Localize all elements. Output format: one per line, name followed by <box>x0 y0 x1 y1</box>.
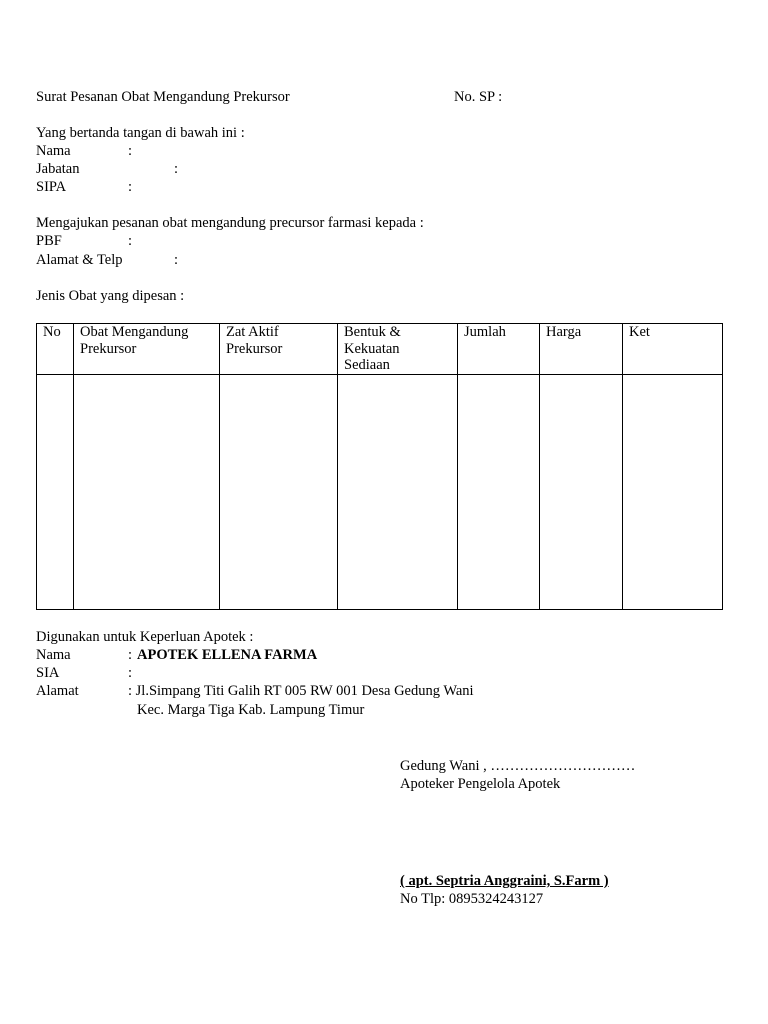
col-header-harga-text: Harga <box>546 324 582 340</box>
sp-number-label: No. SP : <box>454 89 503 105</box>
cell-bentuk[interactable] <box>338 375 458 610</box>
signer-intro: Yang bertanda tangan di bawah ini : <box>36 125 245 141</box>
col-header-zat-aktif-text: Zat Aktif Prekursor <box>226 324 283 357</box>
pbf-colon: : <box>128 233 133 249</box>
col-header-obat <box>74 324 220 375</box>
col-header-bentuk-text: Bentuk & Kekuatan Sediaan <box>344 324 401 373</box>
sipa-colon: : <box>128 179 133 195</box>
order-table <box>36 323 723 610</box>
place-date: Gedung Wani , ………………………… <box>400 758 636 774</box>
col-header-ket-text: Ket <box>629 324 650 340</box>
sia-label: SIA <box>36 665 60 681</box>
cell-jumlah[interactable] <box>458 375 540 610</box>
jabatan-label: Jabatan <box>36 161 80 177</box>
col-header-harga <box>540 324 623 375</box>
nama-label: Nama <box>36 143 71 159</box>
apotek-nama-colon: : <box>128 647 133 663</box>
col-header-no-text: No <box>43 324 61 340</box>
usage-line: Digunakan untuk Keperluan Apotek : <box>36 629 254 645</box>
pbf-label: PBF <box>36 233 62 249</box>
col-header-zat-aktif <box>220 324 338 375</box>
apotek-nama-label: Nama <box>36 647 71 663</box>
alamat-line-1: : Jl.Simpang Titi Galih RT 005 RW 001 Desa Gedung Wani <box>128 683 474 699</box>
sipa-label: SIPA <box>36 179 67 195</box>
col-header-obat-text: Obat Mengandung Prekursor <box>80 324 189 357</box>
col-header-jumlah <box>458 324 540 375</box>
signer-role: Apoteker Pengelola Apotek <box>400 776 561 792</box>
alamat-line-2: Kec. Marga Tiga Kab. Lampung Timur <box>137 702 365 718</box>
sia-colon: : <box>128 665 133 681</box>
cell-zat-aktif[interactable] <box>220 375 338 610</box>
nama-colon: : <box>128 143 133 159</box>
items-heading: Jenis Obat yang dipesan : <box>36 288 185 304</box>
table-row <box>37 375 723 610</box>
jabatan-colon: : <box>174 161 179 177</box>
order-to-line: Mengajukan pesanan obat mengandung precursor farmasi kepada : <box>36 215 424 231</box>
signer-name: ( apt. Septria Anggraini, S.Farm ) <box>400 873 609 889</box>
col-header-ket <box>623 324 723 375</box>
col-header-bentuk <box>338 324 458 375</box>
alamat-telp-label: Alamat & Telp <box>36 252 123 268</box>
signer-phone: No Tlp: 0895324243127 <box>400 891 544 907</box>
cell-obat[interactable] <box>74 375 220 610</box>
cell-harga[interactable] <box>540 375 623 610</box>
form-title: Surat Pesanan Obat Mengandung Prekursor <box>36 89 290 105</box>
col-header-no <box>37 324 74 375</box>
cell-no[interactable] <box>37 375 74 610</box>
col-header-jumlah-text: Jumlah <box>464 324 506 340</box>
alamat-label: Alamat <box>36 683 79 699</box>
apotek-name: APOTEK ELLENA FARMA <box>137 647 318 663</box>
alamat-telp-colon: : <box>174 252 179 268</box>
table-header-row <box>37 324 723 375</box>
cell-ket[interactable] <box>623 375 723 610</box>
